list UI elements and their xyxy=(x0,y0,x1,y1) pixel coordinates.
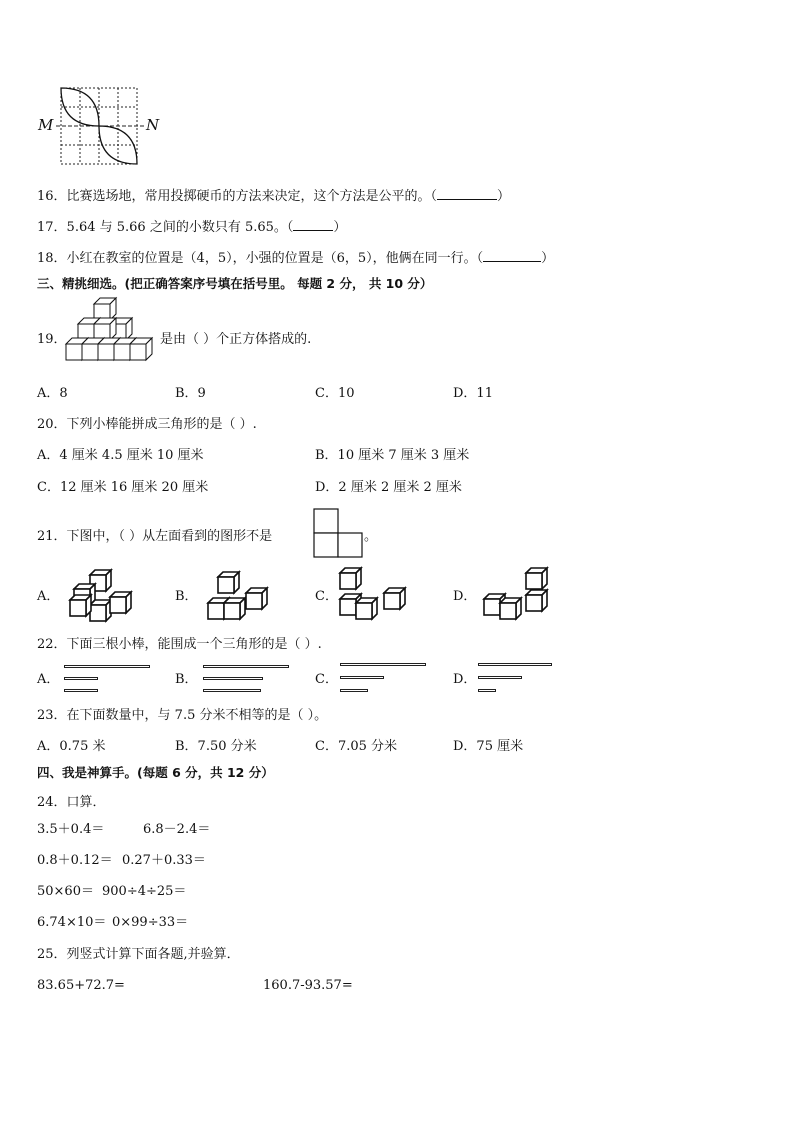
q23-option-d[interactable]: D．75 厘米 xyxy=(453,739,524,754)
cube-stack-figure xyxy=(66,298,156,368)
q20-option-d[interactable]: D．2 厘米 2 厘米 2 厘米 xyxy=(315,480,462,495)
q22-a-stick-2 xyxy=(64,677,98,680)
q21-option-a[interactable]: A． xyxy=(37,589,60,604)
q22-b-stick-3 xyxy=(203,689,261,692)
q23-option-c[interactable]: C．7.05 分米 xyxy=(315,739,398,754)
q20-option-a[interactable]: A．4 厘米 4.5 厘米 10 厘米 xyxy=(37,448,204,463)
calc-item: 0.27＋0.33＝ xyxy=(122,853,206,868)
question-21-end: 。 xyxy=(364,529,378,544)
question-20-text: 20．下列小棒能拼成三角形的是（ ）. xyxy=(37,417,257,432)
q22-b-stick-2 xyxy=(203,677,263,680)
q19-option-c[interactable]: C．10 xyxy=(315,386,355,401)
calc-item: 6.74×10＝ xyxy=(37,915,107,930)
q19-option-b[interactable]: B．9 xyxy=(175,386,206,401)
question-18-text: 18．小红在教室的位置是（4，5），小强的位置是（6，5），他俩在同一行。（ xyxy=(37,251,484,266)
q22-option-a[interactable]: A． xyxy=(37,672,60,687)
q23-option-b[interactable]: B．7.50 分米 xyxy=(175,739,257,754)
question-19-text: 是由（ ）个正方体搭成的. xyxy=(160,332,312,347)
question-25-text: 25．列竖式计算下面各题,并验算． xyxy=(37,947,240,962)
calc-item: 6.8－2.4＝ xyxy=(143,822,211,837)
question-18: 18．小红在教室的位置是（4，5），小强的位置是（6，5），他俩在同一行。（ ） xyxy=(37,251,555,266)
calc-item: 900÷4÷25＝ xyxy=(102,884,187,899)
q21-option-b[interactable]: B． xyxy=(175,589,198,604)
q23-option-a[interactable]: A．0.75 米 xyxy=(37,739,106,754)
q21-option-d[interactable]: D． xyxy=(453,589,477,604)
question-21-text: 21．下图中，（ ）从左面看到的图形不是 xyxy=(37,529,273,544)
question-16: 16．比赛选场地，常用投掷硬币的方法来决定，这个方法是公平的。（ ） xyxy=(37,189,511,204)
q19-option-a[interactable]: A．8 xyxy=(37,386,68,401)
q21-option-b-figure xyxy=(204,568,284,623)
q22-option-c[interactable]: C． xyxy=(315,672,338,687)
section-3-title: 三、精挑细选。(把正确答案序号填在括号里。 每题 2 分， 共 10 分） xyxy=(37,276,433,291)
q22-c-stick-2 xyxy=(340,676,384,679)
q22-d-stick-3 xyxy=(478,689,496,692)
q22-c-stick-3 xyxy=(340,689,368,692)
calc-item: 0×99÷33＝ xyxy=(112,915,189,930)
question-24-text: 24．口算． xyxy=(37,795,106,810)
q22-c-stick-1 xyxy=(340,663,426,666)
question-16-text: 16．比赛选场地，常用投掷硬币的方法来决定，这个方法是公平的。（ xyxy=(37,189,438,204)
answer-blank-16[interactable] xyxy=(437,187,497,200)
question-23-text: 23．在下面数量中，与 7.5 分米不相等的是（ ）。 xyxy=(37,708,328,723)
q22-option-d[interactable]: D． xyxy=(453,672,477,687)
calc-item: 0.8＋0.12＝ xyxy=(37,853,113,868)
answer-blank-17[interactable] xyxy=(293,218,333,231)
q22-d-stick-2 xyxy=(478,676,522,679)
question-19-number: 19． xyxy=(37,332,67,347)
q22-option-b[interactable]: B． xyxy=(175,672,198,687)
q20-option-c[interactable]: C．12 厘米 16 厘米 20 厘米 xyxy=(37,480,209,495)
q21-option-c[interactable]: C． xyxy=(315,589,338,604)
q22-b-stick-1 xyxy=(203,665,289,668)
q19-option-d[interactable]: D．11 xyxy=(453,386,493,401)
question-22-text: 22．下面三根小棒，能围成一个三角形的是（ ）. xyxy=(37,637,322,652)
left-view-shape xyxy=(313,508,363,560)
vertical-calc-item: 160.7-93.57= xyxy=(263,978,353,993)
point-m-label: M xyxy=(38,116,54,134)
q22-a-stick-1 xyxy=(64,665,150,668)
calc-item: 3.5＋0.4＝ xyxy=(37,822,105,837)
answer-blank-18[interactable] xyxy=(483,249,541,262)
question-17: 17．5.64 与 5.66 之间的小数只有 5.65。（ ） xyxy=(37,220,347,235)
question-17-text: 17．5.64 与 5.66 之间的小数只有 5.65。（ xyxy=(37,220,294,235)
q22-a-stick-3 xyxy=(64,689,98,692)
point-n-label: N xyxy=(146,116,160,134)
q21-option-a-figure xyxy=(66,568,146,623)
q21-option-c-figure xyxy=(338,566,418,621)
section-4-title: 四、我是神算手。(每题 6 分，共 12 分） xyxy=(37,765,274,780)
q20-option-b[interactable]: B．10 厘米 7 厘米 3 厘米 xyxy=(315,448,470,463)
q22-d-stick-1 xyxy=(478,663,552,666)
calc-item: 50×60＝ xyxy=(37,884,94,899)
vertical-calc-item: 83.65+72.7= xyxy=(37,978,125,993)
q21-option-d-figure xyxy=(482,566,562,621)
